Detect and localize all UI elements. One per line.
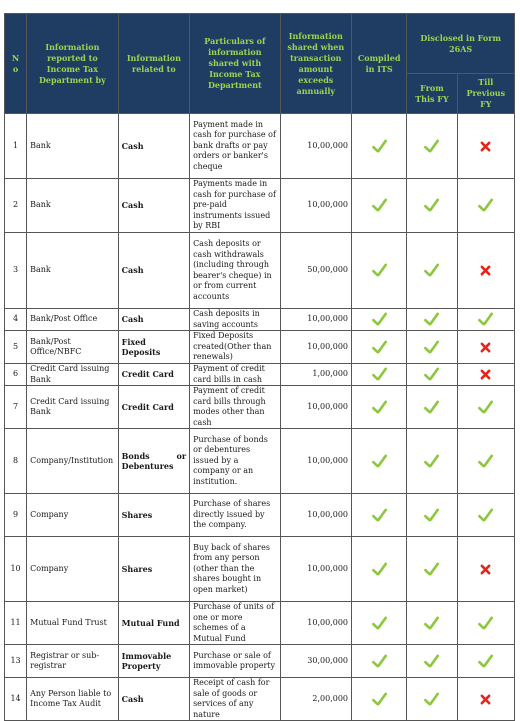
from-this-fy-cell (407, 602, 457, 645)
particulars-cell: Receipt of cash for sale of goods or services of any nature (190, 678, 281, 721)
check-icon (424, 564, 439, 573)
related-to-cell: Cash (118, 309, 189, 331)
particulars-cell: Purchase of shares directly issued by the company. (190, 494, 281, 537)
compiled-cell (352, 309, 407, 331)
amount-cell: 10,00,000 (280, 331, 351, 364)
check-icon (372, 266, 387, 275)
particulars-cell: Payments made in cash for purchase of pre-paid instruments issued by RBI (190, 179, 281, 233)
reported-by-cell: Bank (27, 179, 119, 233)
related-to-cell: Fixed Deposits (118, 331, 189, 364)
amount-cell: 10,00,000 (280, 114, 351, 179)
ais-reporting-table (4, 13, 515, 721)
till-previous-fy-cell (457, 179, 514, 233)
row-number: 1 (5, 114, 27, 179)
particulars-cell: Cash deposits in saving accounts (190, 309, 281, 331)
row-number: 9 (5, 494, 27, 537)
related-to-cell: Credit Card (118, 364, 189, 386)
particulars-cell: Fixed Deposits created(Other than renewals) (190, 331, 281, 364)
row-number: 5 (5, 331, 27, 364)
table-row (5, 494, 515, 537)
compiled-cell (352, 645, 407, 678)
table-row (5, 645, 515, 678)
row-number: 4 (5, 309, 27, 331)
compiled-cell (352, 114, 407, 179)
compiled-cell (352, 494, 407, 537)
row-number: 3 (5, 233, 27, 309)
header-from-this-fy: From This FY (407, 74, 457, 114)
from-this-fy-cell (407, 364, 457, 386)
check-icon (424, 141, 439, 150)
check-icon (372, 564, 387, 573)
till-previous-fy-cell (457, 309, 514, 331)
related-to-cell: Shares (118, 494, 189, 537)
from-this-fy-cell (407, 309, 457, 331)
row-number: 6 (5, 364, 27, 386)
check-icon (424, 656, 439, 665)
check-icon (372, 656, 387, 665)
row-number: 14 (5, 678, 27, 721)
table-row (5, 429, 515, 494)
row-number: 8 (5, 429, 27, 494)
table-row (5, 678, 515, 721)
particulars-cell: Purchase of bonds or debentures issued by a company or an institution. (190, 429, 281, 494)
table-row (5, 602, 515, 645)
check-icon (478, 456, 493, 465)
amount-cell: 10,00,000 (280, 179, 351, 233)
compiled-cell (352, 678, 407, 721)
check-icon (372, 201, 387, 210)
amount-cell: 10,00,000 (280, 537, 351, 602)
amount-cell: 50,00,000 (280, 233, 351, 309)
reported-by-cell: Bank/Post Office (27, 309, 119, 331)
from-this-fy-cell (407, 645, 457, 678)
particulars-cell: Purchase of units of one or more schemes of a Mutual Fund (190, 602, 281, 645)
from-this-fy-cell (407, 331, 457, 364)
from-this-fy-cell (407, 233, 457, 309)
check-icon (372, 618, 387, 627)
table-row (5, 233, 515, 309)
related-to-cell: Mutual Fund (118, 602, 189, 645)
compiled-cell (352, 429, 407, 494)
from-this-fy-cell (407, 678, 457, 721)
till-previous-fy-cell (457, 233, 514, 309)
till-previous-fy-cell (457, 331, 514, 364)
check-icon (478, 201, 493, 210)
reported-by-cell: Bank/Post Office/NBFC (27, 331, 119, 364)
compiled-cell (352, 233, 407, 309)
header-compiled: Compiled in ITS (352, 14, 407, 114)
header-till-previous-fy: Till Previous FY (457, 74, 514, 114)
header-disclosed: Disclosed in Form 26AS (407, 14, 515, 74)
check-icon (424, 315, 439, 324)
check-icon (424, 510, 439, 519)
cross-icon (480, 564, 491, 573)
reported-by-cell: Bank (27, 233, 119, 309)
table-row (5, 364, 515, 386)
particulars-cell: Payment of credit card bills in cash (190, 364, 281, 386)
row-number: 11 (5, 602, 27, 645)
check-icon (478, 315, 493, 324)
table-row (5, 386, 515, 429)
till-previous-fy-cell (457, 364, 514, 386)
amount-cell: 1,00,000 (280, 364, 351, 386)
amount-cell: 30,00,000 (280, 645, 351, 678)
till-previous-fy-cell (457, 386, 514, 429)
check-icon (372, 342, 387, 351)
related-to-cell: Shares (118, 537, 189, 602)
table-body (5, 114, 515, 721)
check-icon (424, 402, 439, 411)
check-icon (424, 618, 439, 627)
header-threshold: Information shared when transaction amount exceeds annually (280, 14, 351, 114)
check-icon (372, 694, 387, 703)
compiled-cell (352, 364, 407, 386)
check-icon (478, 510, 493, 519)
cross-icon (480, 342, 491, 351)
row-number: 7 (5, 386, 27, 429)
cross-icon (480, 694, 491, 703)
table-row (5, 537, 515, 602)
reported-by-cell: Registrar or sub-registrar (27, 645, 119, 678)
check-icon (372, 315, 387, 324)
amount-cell: 10,00,000 (280, 429, 351, 494)
cross-icon (480, 266, 491, 275)
check-icon (424, 694, 439, 703)
reported-by-cell: Mutual Fund Trust (27, 602, 119, 645)
compiled-cell (352, 179, 407, 233)
related-to-cell: Bonds or Debentures (118, 429, 189, 494)
check-icon (478, 402, 493, 411)
till-previous-fy-cell (457, 645, 514, 678)
amount-cell: 10,00,000 (280, 309, 351, 331)
reported-by-cell: Company/Institution (27, 429, 119, 494)
check-icon (424, 370, 439, 379)
till-previous-fy-cell (457, 114, 514, 179)
related-to-cell: Credit Card (118, 386, 189, 429)
cross-icon (480, 370, 491, 379)
header-reported-by: Information reported to Income Tax Department by (27, 14, 119, 114)
related-to-cell: Cash (118, 179, 189, 233)
reported-by-cell: Company (27, 494, 119, 537)
check-icon (372, 402, 387, 411)
till-previous-fy-cell (457, 537, 514, 602)
header-no: N o (5, 14, 27, 114)
amount-cell: 10,00,000 (280, 494, 351, 537)
check-icon (478, 656, 493, 665)
cross-icon (480, 141, 491, 150)
table-header (5, 14, 515, 114)
particulars-cell: Purchase or sale of immovable property (190, 645, 281, 678)
till-previous-fy-cell (457, 602, 514, 645)
amount-cell: 10,00,000 (280, 602, 351, 645)
particulars-cell: Buy back of shares from any person (other than the shares bought in open market) (190, 537, 281, 602)
compiled-cell (352, 386, 407, 429)
particulars-cell: Payment made in cash for purchase of bank drafts or pay orders or banker's cheque (190, 114, 281, 179)
check-icon (478, 618, 493, 627)
from-this-fy-cell (407, 429, 457, 494)
particulars-cell: Cash deposits or cash withdrawals (including through bearer's cheque) in or from current accounts (190, 233, 281, 309)
header-related-to: Information related to (118, 14, 189, 114)
from-this-fy-cell (407, 114, 457, 179)
from-this-fy-cell (407, 494, 457, 537)
particulars-cell: Payment of credit card bills through modes other than cash (190, 386, 281, 429)
check-icon (424, 456, 439, 465)
related-to-cell: Cash (118, 678, 189, 721)
amount-cell: 10,00,000 (280, 386, 351, 429)
from-this-fy-cell (407, 386, 457, 429)
till-previous-fy-cell (457, 678, 514, 721)
reported-by-cell: Any Person liable to Income Tax Audit (27, 678, 119, 721)
header-particulars: Particulars of information shared with Income Tax Department (190, 14, 281, 114)
from-this-fy-cell (407, 179, 457, 233)
table-row (5, 179, 515, 233)
check-icon (424, 201, 439, 210)
till-previous-fy-cell (457, 429, 514, 494)
check-icon (424, 266, 439, 275)
amount-cell: 2,00,000 (280, 678, 351, 721)
reported-by-cell: Credit Card issuing Bank (27, 386, 119, 429)
compiled-cell (352, 331, 407, 364)
check-icon (372, 456, 387, 465)
from-this-fy-cell (407, 537, 457, 602)
related-to-cell: Immovable Property (118, 645, 189, 678)
compiled-cell (352, 537, 407, 602)
check-icon (424, 342, 439, 351)
check-icon (372, 510, 387, 519)
check-icon (372, 370, 387, 379)
related-to-cell: Cash (118, 233, 189, 309)
compiled-cell (352, 602, 407, 645)
reported-by-cell: Company (27, 537, 119, 602)
row-number: 13 (5, 645, 27, 678)
row-number: 10 (5, 537, 27, 602)
table-row (5, 331, 515, 364)
related-to-cell: Cash (118, 114, 189, 179)
row-number: 2 (5, 179, 27, 233)
till-previous-fy-cell (457, 494, 514, 537)
check-icon (372, 141, 387, 150)
reported-by-cell: Credit Card issuing Bank (27, 364, 119, 386)
table-row (5, 114, 515, 179)
reported-by-cell: Bank (27, 114, 119, 179)
table-row (5, 309, 515, 331)
